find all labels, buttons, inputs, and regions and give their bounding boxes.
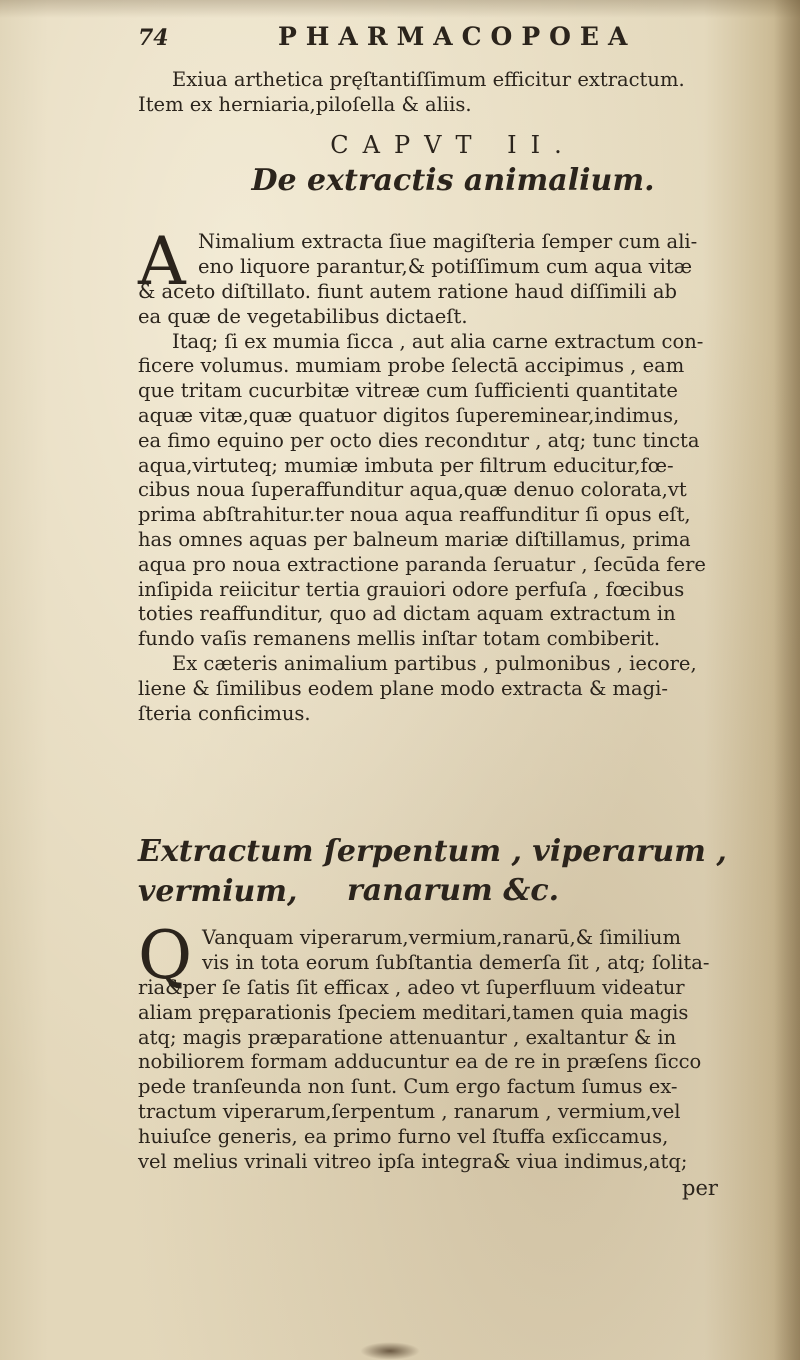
page-shadow-gutter — [774, 0, 800, 1360]
text-line: ea quæ de vegetabilibus dictaeſt. — [138, 304, 468, 328]
text-line: vel melius vrinali vitreo ipſa integra& viua indimus,atq; — [138, 1149, 688, 1173]
running-head — [138, 22, 698, 51]
text-line: inſipida reiicitur tertia grauiori odore perfuſa , fœcibus — [138, 577, 685, 601]
section-title: De extractis animalium. — [251, 163, 655, 198]
text-line: huiuſce generis, ea primo furno vel ſtuffa exſiccamus, — [138, 1124, 669, 1148]
text-line: Itaq; ſi ex mumia ſicca , aut alia carne extractum con- — [172, 329, 704, 353]
section2-opening — [202, 926, 768, 976]
text-line: ficere volumus. mumiam probe ſelectā accipimus , eam — [138, 354, 685, 378]
page-number: 74 — [138, 25, 169, 51]
text-line: ea fimo equino per octo dies recondıtur , atq; tunc tincta — [138, 428, 700, 452]
text-line: aquæ vitæ,quæ quatuor digitos ſupereminear,indimus, — [138, 403, 680, 427]
text-line: & aceto diſtillato. fiunt autem ratione haud diſſimili ab — [138, 280, 677, 303]
text-line: eno liquore parantur,& potiſſimum cum aqua vitæ — [198, 254, 693, 278]
text-line: tractum viperarum,ſerpentum , ranarum , vermium,vel — [138, 1099, 681, 1123]
text-line: has omnes aquas per balneum mariæ diſtillamus, prima — [138, 527, 691, 551]
text-line: Item ex herniaria,piloſella & aliis. — [138, 92, 472, 116]
top-lines — [138, 68, 768, 118]
text-line: nobiliorem formam adducuntur ea de re in præſens ſicco — [138, 1050, 702, 1074]
text-line: Ex cæteris animalium partibus , pulmonibus , iecore, — [172, 651, 697, 675]
catchword: per — [682, 1176, 718, 1200]
text-line: cibus noua ſuperaffunditur aqua,quæ denuo colorata,vt — [138, 478, 687, 502]
text-line: ria&per ſe ſatis ſit efficax , adeo vt ſuperfluum videatur — [138, 976, 685, 999]
text-line: vis in tota eorum ſubſtantia demerſa ſit , atq; ſolita- — [202, 950, 710, 974]
text-line: Exiua arthetica pręſtantiſſimum efficitur extractum. — [172, 68, 685, 91]
text-line: prima abſtrahitur.ter noua aqua reaffunditur ſi opus eſt, — [138, 503, 691, 527]
text-line: aliam pręparationis ſpeciem meditari,tamen quia magis — [138, 1000, 689, 1024]
text-line: ſteria conficimus. — [138, 701, 311, 725]
section2-body — [138, 976, 768, 1174]
drop-cap: A — [138, 223, 186, 300]
ink-stain — [360, 1342, 420, 1360]
text-line: pede tranſeunda non ſunt. Cum ergo factum ſumus ex- — [138, 1075, 678, 1099]
section2-title-line1: Extractum ſerpentum , viperarum , vermium, — [138, 834, 727, 909]
text-line: Nimalium extracta ſiue magiſteria ſemper cum ali- — [198, 230, 698, 253]
section1-opening — [198, 230, 768, 280]
page-shadow-top — [0, 0, 800, 18]
text-line: fundo vaſis remanens mellis inſtar totam combiberit. — [138, 627, 661, 651]
text-line: que tritam cucurbitæ vitreæ cum ſufficienti quantitate — [138, 379, 678, 403]
text-line: atq; magis præparatione attenuantur , exaltantur & in — [138, 1025, 677, 1049]
text-line: Vanquam viperarum,vermium,ranarū,& ſimilium — [202, 926, 681, 949]
section2-title-line2: ranarum &c. — [346, 873, 560, 908]
section1-body — [138, 280, 768, 726]
chapter-heading: CAPVT II. — [330, 131, 576, 159]
drop-cap: Q — [138, 917, 193, 994]
text-line: toties reaffunditur, quo ad dictam aquam extractum in — [138, 602, 676, 626]
text-line: liene & ſimilibus eodem plane modo extracta & magi- — [138, 676, 668, 700]
text-line: aqua pro noua extractione paranda ſeruatur , ſecūda fere — [138, 552, 706, 576]
running-title: PHARMACOPOEA — [278, 22, 637, 51]
text-line: aqua,virtuteq; mumiæ imbuta per filtrum educitur,fœ- — [138, 453, 674, 477]
